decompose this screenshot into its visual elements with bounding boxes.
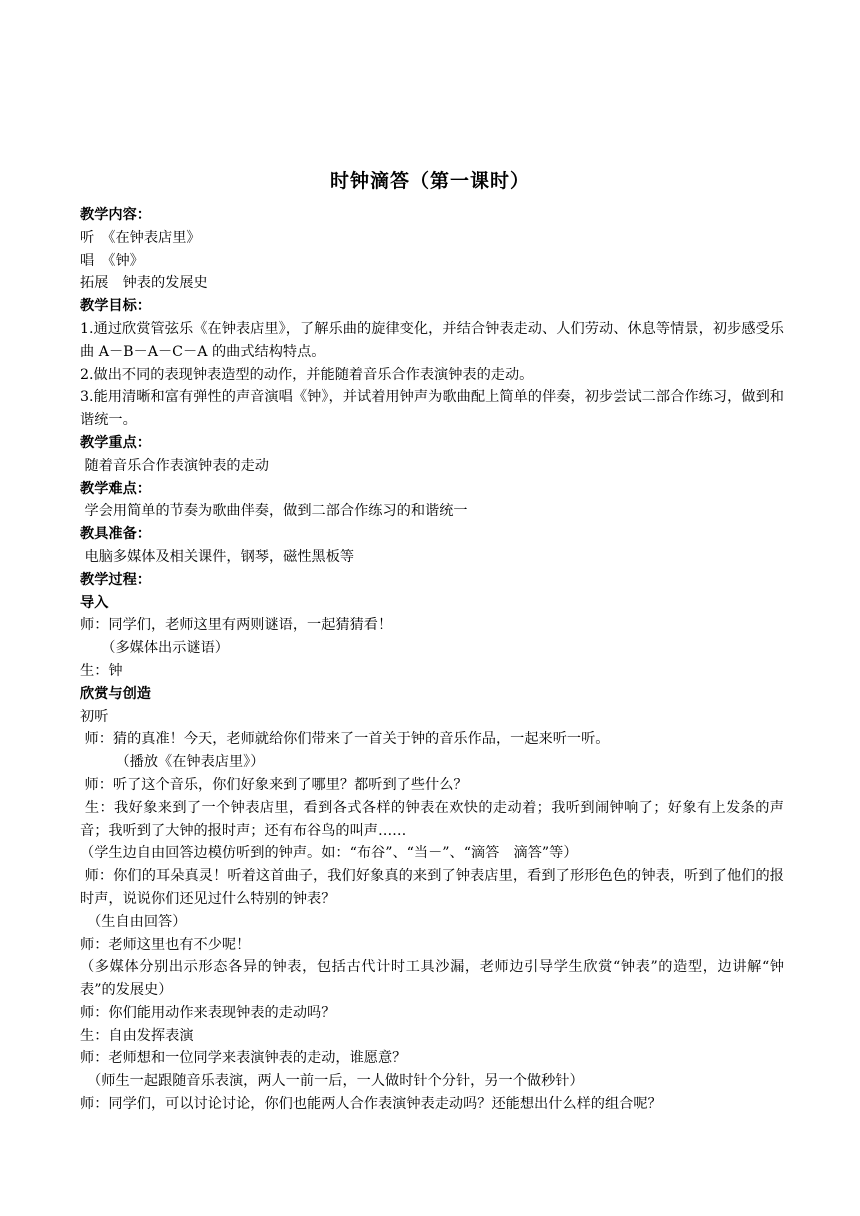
- paragraph: 生：自由发挥表演: [80, 1027, 194, 1044]
- paragraph: （播放《在钟表店里》）: [80, 754, 265, 771]
- document-body: [80, 204, 784, 1116]
- section-heading: 教学难点：: [80, 480, 151, 497]
- paragraph: 师：老师这里也有不少呢！: [80, 936, 251, 953]
- paragraph: （生自由回答）: [80, 913, 187, 930]
- section-heading: 教学内容：: [80, 207, 151, 223]
- paragraph: 师：老师想和一位同学来表演钟表的走动，谁愿意？: [80, 1050, 407, 1067]
- section-heading: 教具准备：: [80, 526, 151, 543]
- paragraph: （多媒体出示谜语）: [80, 640, 229, 657]
- paragraph: 学会用简单的节奏为歌曲伴奏，做到二部合作练习的和谐统一: [80, 503, 468, 520]
- paragraph: （师生一起跟随音乐表演，两人一前一后，一人做时针个分针，另一个做秒针）: [80, 1073, 584, 1090]
- paragraph: 1.通过欣赏管弦乐《在钟表店里》，了解乐曲的旋律变化，并结合钟表走动、人们劳动、休息等情景，初步感受乐曲 A－B－A－C－A 的曲式结构特点。: [80, 320, 784, 360]
- document-title: 时钟滴答（第一课时）: [329, 170, 530, 192]
- paragraph: 随着音乐合作表演钟表的走动: [80, 457, 269, 474]
- section-heading: 教学重点：: [80, 434, 151, 451]
- paragraph: （学生边自由回答边模仿听到的钟声。如：“布谷”、“当－”、“滴答 滴答”等）: [80, 845, 578, 862]
- section-heading: 导入: [80, 594, 109, 611]
- paragraph: 2.做出不同的表现钟表造型的动作，并能随着音乐合作表演钟表的走动。: [80, 366, 534, 383]
- paragraph: 生：钟: [80, 662, 123, 679]
- paragraph: 初听: [80, 708, 109, 725]
- paragraph: （多媒体分别出示形态各异的钟表，包括古代计时工具沙漏，老师边引导学生欣赏“钟表”的造型，边讲解“钟表”的发展史）: [80, 959, 784, 999]
- section-heading: 教学目标：: [80, 298, 151, 315]
- section-heading: 教学过程：: [80, 571, 151, 588]
- paragraph: 生：我好象来到了一个钟表店里，看到各式各样的钟表在欢快的走动着；我听到闹钟响了；好象有上发条的声音；我听到了大钟的报时声；还有布谷鸟的叫声……: [80, 799, 784, 839]
- paragraph: 师：同学们，可以讨论讨论，你们也能两人合作表演钟表走动吗？还能想出什么样的组合呢？: [80, 1096, 662, 1113]
- paragraph: 师：听了这个音乐，你们好象来到了哪里？都听到了些什么？: [80, 776, 468, 793]
- paragraph: 师：你们能用动作来表现钟表的走动吗？: [80, 1004, 336, 1021]
- paragraph: 拓展 钟表的发展史: [80, 275, 208, 292]
- paragraph: 3.能用清晰和富有弹性的声音演唱《钟》，并试着用钟声为歌曲配上简单的伴奏，初步尝试二部合作练习，做到和谐统一。: [80, 389, 784, 429]
- section-heading: 欣赏与创造: [80, 685, 151, 702]
- paragraph: 电脑多媒体及相关课件，钢琴，磁性黑板等: [80, 548, 355, 565]
- paragraph: 师：猜的真准！今天，老师就给你们带来了一首关于钟的音乐作品，一起来听一听。: [80, 731, 610, 748]
- paragraph: 唱 《钟》: [80, 252, 144, 269]
- paragraph: 师：你们的耳朵真灵！听着这首曲子，我们好象真的来到了钟表店里，看到了形形色色的钟表，听到了他们的报时声，说说你们还见过什么特别的钟表？: [80, 868, 784, 907]
- paragraph: 听 《在钟表店里》: [80, 229, 201, 246]
- paragraph: 师：同学们，老师这里有两则谜语，一起猜猜看！: [80, 617, 393, 634]
